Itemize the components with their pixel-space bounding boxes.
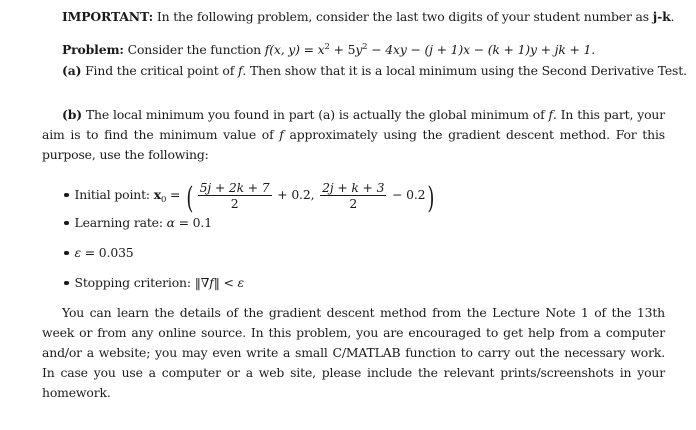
term-x: x [317, 42, 325, 57]
part-b-label: (b) [62, 107, 82, 122]
problem-label: Problem: [62, 42, 124, 57]
important-notice [62, 9, 674, 25]
fraction-x-offset: + 0.2, [273, 187, 319, 202]
part-b [42, 105, 665, 165]
term-y: y [355, 42, 363, 57]
bullet-dot-icon [64, 221, 69, 226]
fraction-y-offset: − 0.2 [388, 187, 426, 202]
important-end: . [670, 9, 675, 24]
fraction-y-denominator: 2 [349, 196, 358, 211]
initial-point-sub: 0 [161, 195, 167, 205]
stopping-label: Stopping criterion: [74, 275, 195, 290]
alpha-symbol: α [166, 215, 175, 230]
problem-intro: Consider the function [123, 42, 265, 57]
equals-sign: = [299, 42, 318, 57]
fraction-x [198, 180, 272, 211]
bullet-initial-point [64, 180, 437, 214]
bullet-epsilon [64, 245, 134, 261]
problem-end: . [591, 42, 596, 57]
important-text: In the following problem, consider the last two digits of your student number as [153, 9, 653, 24]
norm-close: ‖ < [213, 275, 238, 290]
learning-rate-value: = 0.1 [174, 215, 212, 230]
function-rest: − 4xy − (j + 1)x − (k + 1)y + jk + 1 [367, 42, 592, 57]
norm-gradient-open: ‖∇ [194, 275, 210, 290]
note-paragraph: You can learn the details of the gradient descent method from the Lecture Note 1 of the 13th week or from any online source. In this problem, you are encouraged to get help from a computer and/or a website; you may even write a small C/MATLAB function to carry out the necessary work. In case you use a computer or a web site, please include the relevant prints/screenshots in your homework. [42, 305, 665, 400]
part-a-label: (a) [62, 63, 82, 78]
learning-rate-label: Learning rate: [74, 215, 167, 230]
open-paren: ( [186, 181, 194, 216]
part-a-text1: Find the critical point of [81, 63, 238, 78]
initial-point-label: Initial point: [74, 187, 154, 202]
epsilon-symbol: ε [237, 275, 245, 290]
bullet-learning-rate [64, 215, 212, 231]
function-symbol: f [279, 127, 284, 142]
part-b-text3: approximately using the gradient descent method. For this purpose, use the following: [42, 127, 665, 162]
part-a-text2: . Then show that it is a local minimum using the Second Derivative Test. [242, 63, 687, 78]
exponent-x: 2 [324, 42, 330, 52]
fraction-y-numerator: 2j + k + 3 [322, 180, 385, 195]
epsilon-symbol: ε [74, 245, 81, 260]
fraction-x-numerator: 5j + 2k + 7 [199, 180, 270, 195]
bullet-dot-icon [64, 281, 69, 286]
part-a [62, 63, 687, 79]
initial-point-var: x [153, 187, 161, 202]
problem-statement [62, 39, 595, 58]
fraction-y [320, 180, 386, 211]
important-label: IMPORTANT: [62, 9, 154, 24]
student-digits-label: j-k [652, 9, 671, 24]
exponent-y: 2 [362, 42, 368, 52]
bullet-dot-icon [64, 193, 69, 198]
part-b-text2: . In this part, your aim is to find the minimum value of [42, 107, 665, 142]
close-paren: ) [427, 181, 435, 216]
part-b-text1: The local minimum you found in part (a) is actually the global minimum of [81, 107, 549, 122]
bullet-dot-icon [64, 251, 69, 256]
function-symbol: f [548, 107, 553, 122]
function-symbol: f [237, 63, 243, 78]
bullet-stopping-criterion [64, 275, 244, 291]
equals-sign: = [166, 187, 185, 202]
function-symbol: f [209, 275, 214, 290]
function-lhs: f(x, y) [264, 42, 300, 57]
fraction-x-denominator: 2 [230, 196, 239, 211]
term-plus5: + 5 [329, 42, 356, 57]
epsilon-value: = 0.035 [81, 245, 134, 260]
